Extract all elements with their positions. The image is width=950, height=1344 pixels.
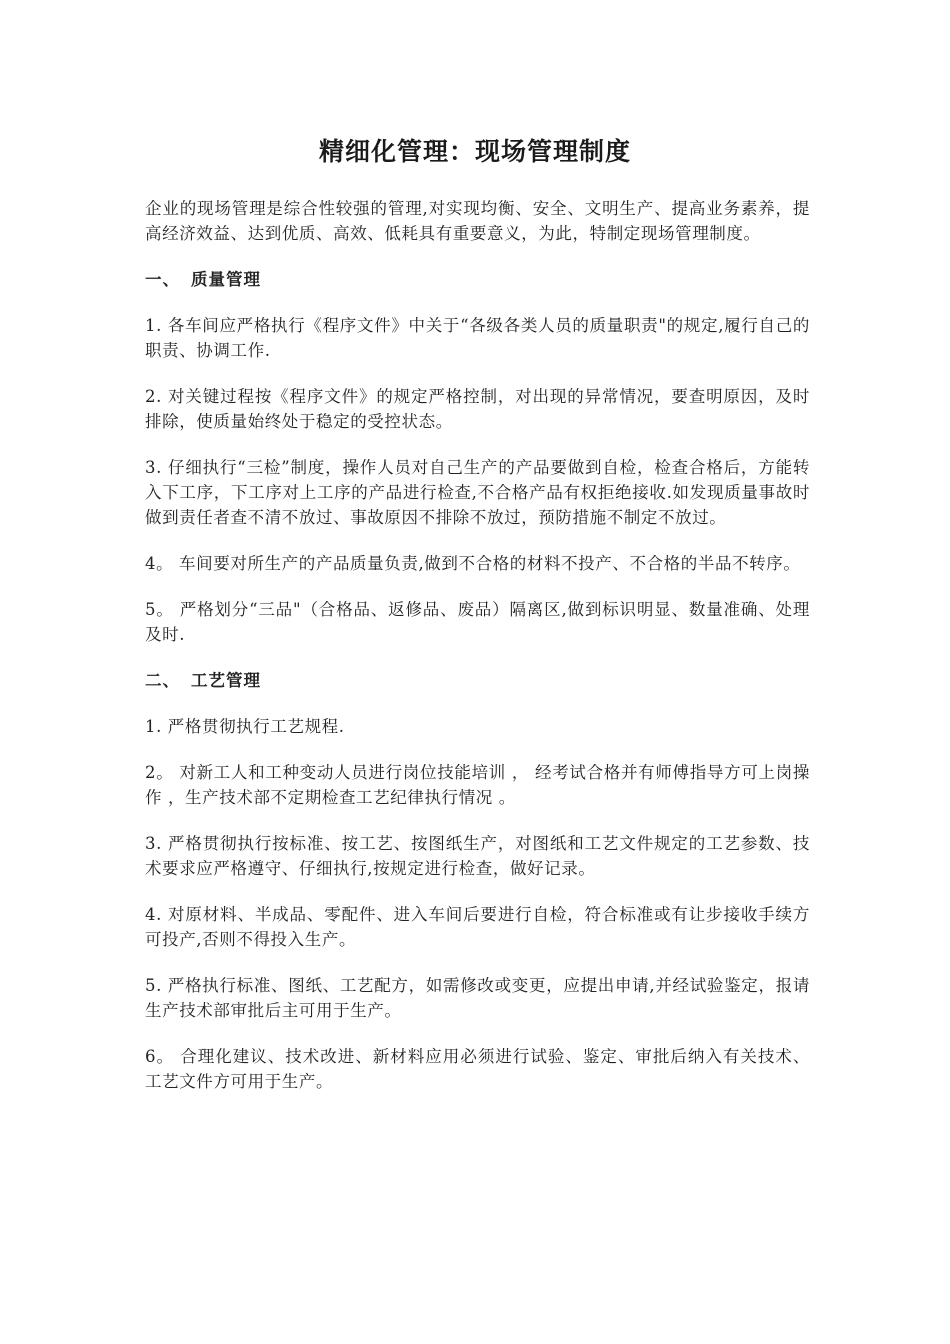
- list-item: 2。 对新工人和工种变动人员进行岗位技能培训 ， 经考试合格并有师傅指导方可上岗操作 ，生产技术部不定期检查工艺纪律执行情况 。: [145, 763, 810, 807]
- list-item: 5. 严格执行标准、图纸、工艺配方，如需修改或变更，应提出申请,并经试验鉴定，报请生产技术部审批后主可用于生产。: [145, 976, 810, 1020]
- document-body: [145, 196, 810, 1115]
- section-heading-quality: [145, 267, 810, 292]
- list-item: 6。 合理化建议、技术改进、新材料应用必须进行试验、鉴定、审批后纳入有关技术、工艺文件方可用于生产。: [145, 1047, 810, 1091]
- list-item: 3. 仔细执行“三检”制度，操作人员对自己生产的产品要做到自检，检查合格后，方能转入下工序，下工序对上工序的产品进行检查,不合格产品有权拒绝接收.如发现质量事故时做到责任者查不清不放过、事故原因不排除不放过，预防措施不制定不放过。: [145, 458, 810, 527]
- list-item: 1. 严格贯彻执行工艺规程.: [145, 717, 345, 736]
- section-number: 一、: [145, 270, 180, 289]
- list-item: 3. 严格贯彻执行按标准、按工艺、按图纸生产，对图纸和工艺文件规定的工艺参数、技术要求应严格遵守、仔细执行,按规定进行检查，做好记录。: [145, 834, 810, 878]
- list-item: 4. 对原材料、半成品、零配件、进入车间后要进行自检，符合标准或有让步接收手续方可投产,否则不得投入生产。: [145, 905, 810, 949]
- section-title: 质量管理: [191, 270, 261, 289]
- list-item: 5。 严格划分“三品"（合格品、返修品、废品）隔离区,做到标识明显、数量准确、处理及时.: [145, 600, 810, 644]
- section-title: 工艺管理: [191, 671, 261, 690]
- section-heading-process: [145, 668, 810, 693]
- list-item: 2. 对关键过程按《程序文件》的规定严格控制，对出现的异常情况，要查明原因，及时排除，使质量始终处于稳定的受控状态。: [145, 387, 810, 431]
- section-number: 二、: [145, 671, 180, 690]
- document-title: 精细化管理：现场管理制度: [318, 137, 631, 166]
- list-item: 1. 各车间应严格执行《程序文件》中关于“各级各类人员的质量职责"的规定,履行自己的职责、协调工作.: [145, 316, 810, 360]
- list-item: 4。 车间要对所生产的产品质量负责,做到不合格的材料不投产、不合格的半品不转序。: [145, 554, 801, 573]
- intro-paragraph: 企业的现场管理是综合性较强的管理,对实现均衡、安全、文明生产、提高业务素养，提高经济效益、达到优质、高效、低耗具有重要意义，为此，特制定现场管理制度。: [145, 199, 810, 243]
